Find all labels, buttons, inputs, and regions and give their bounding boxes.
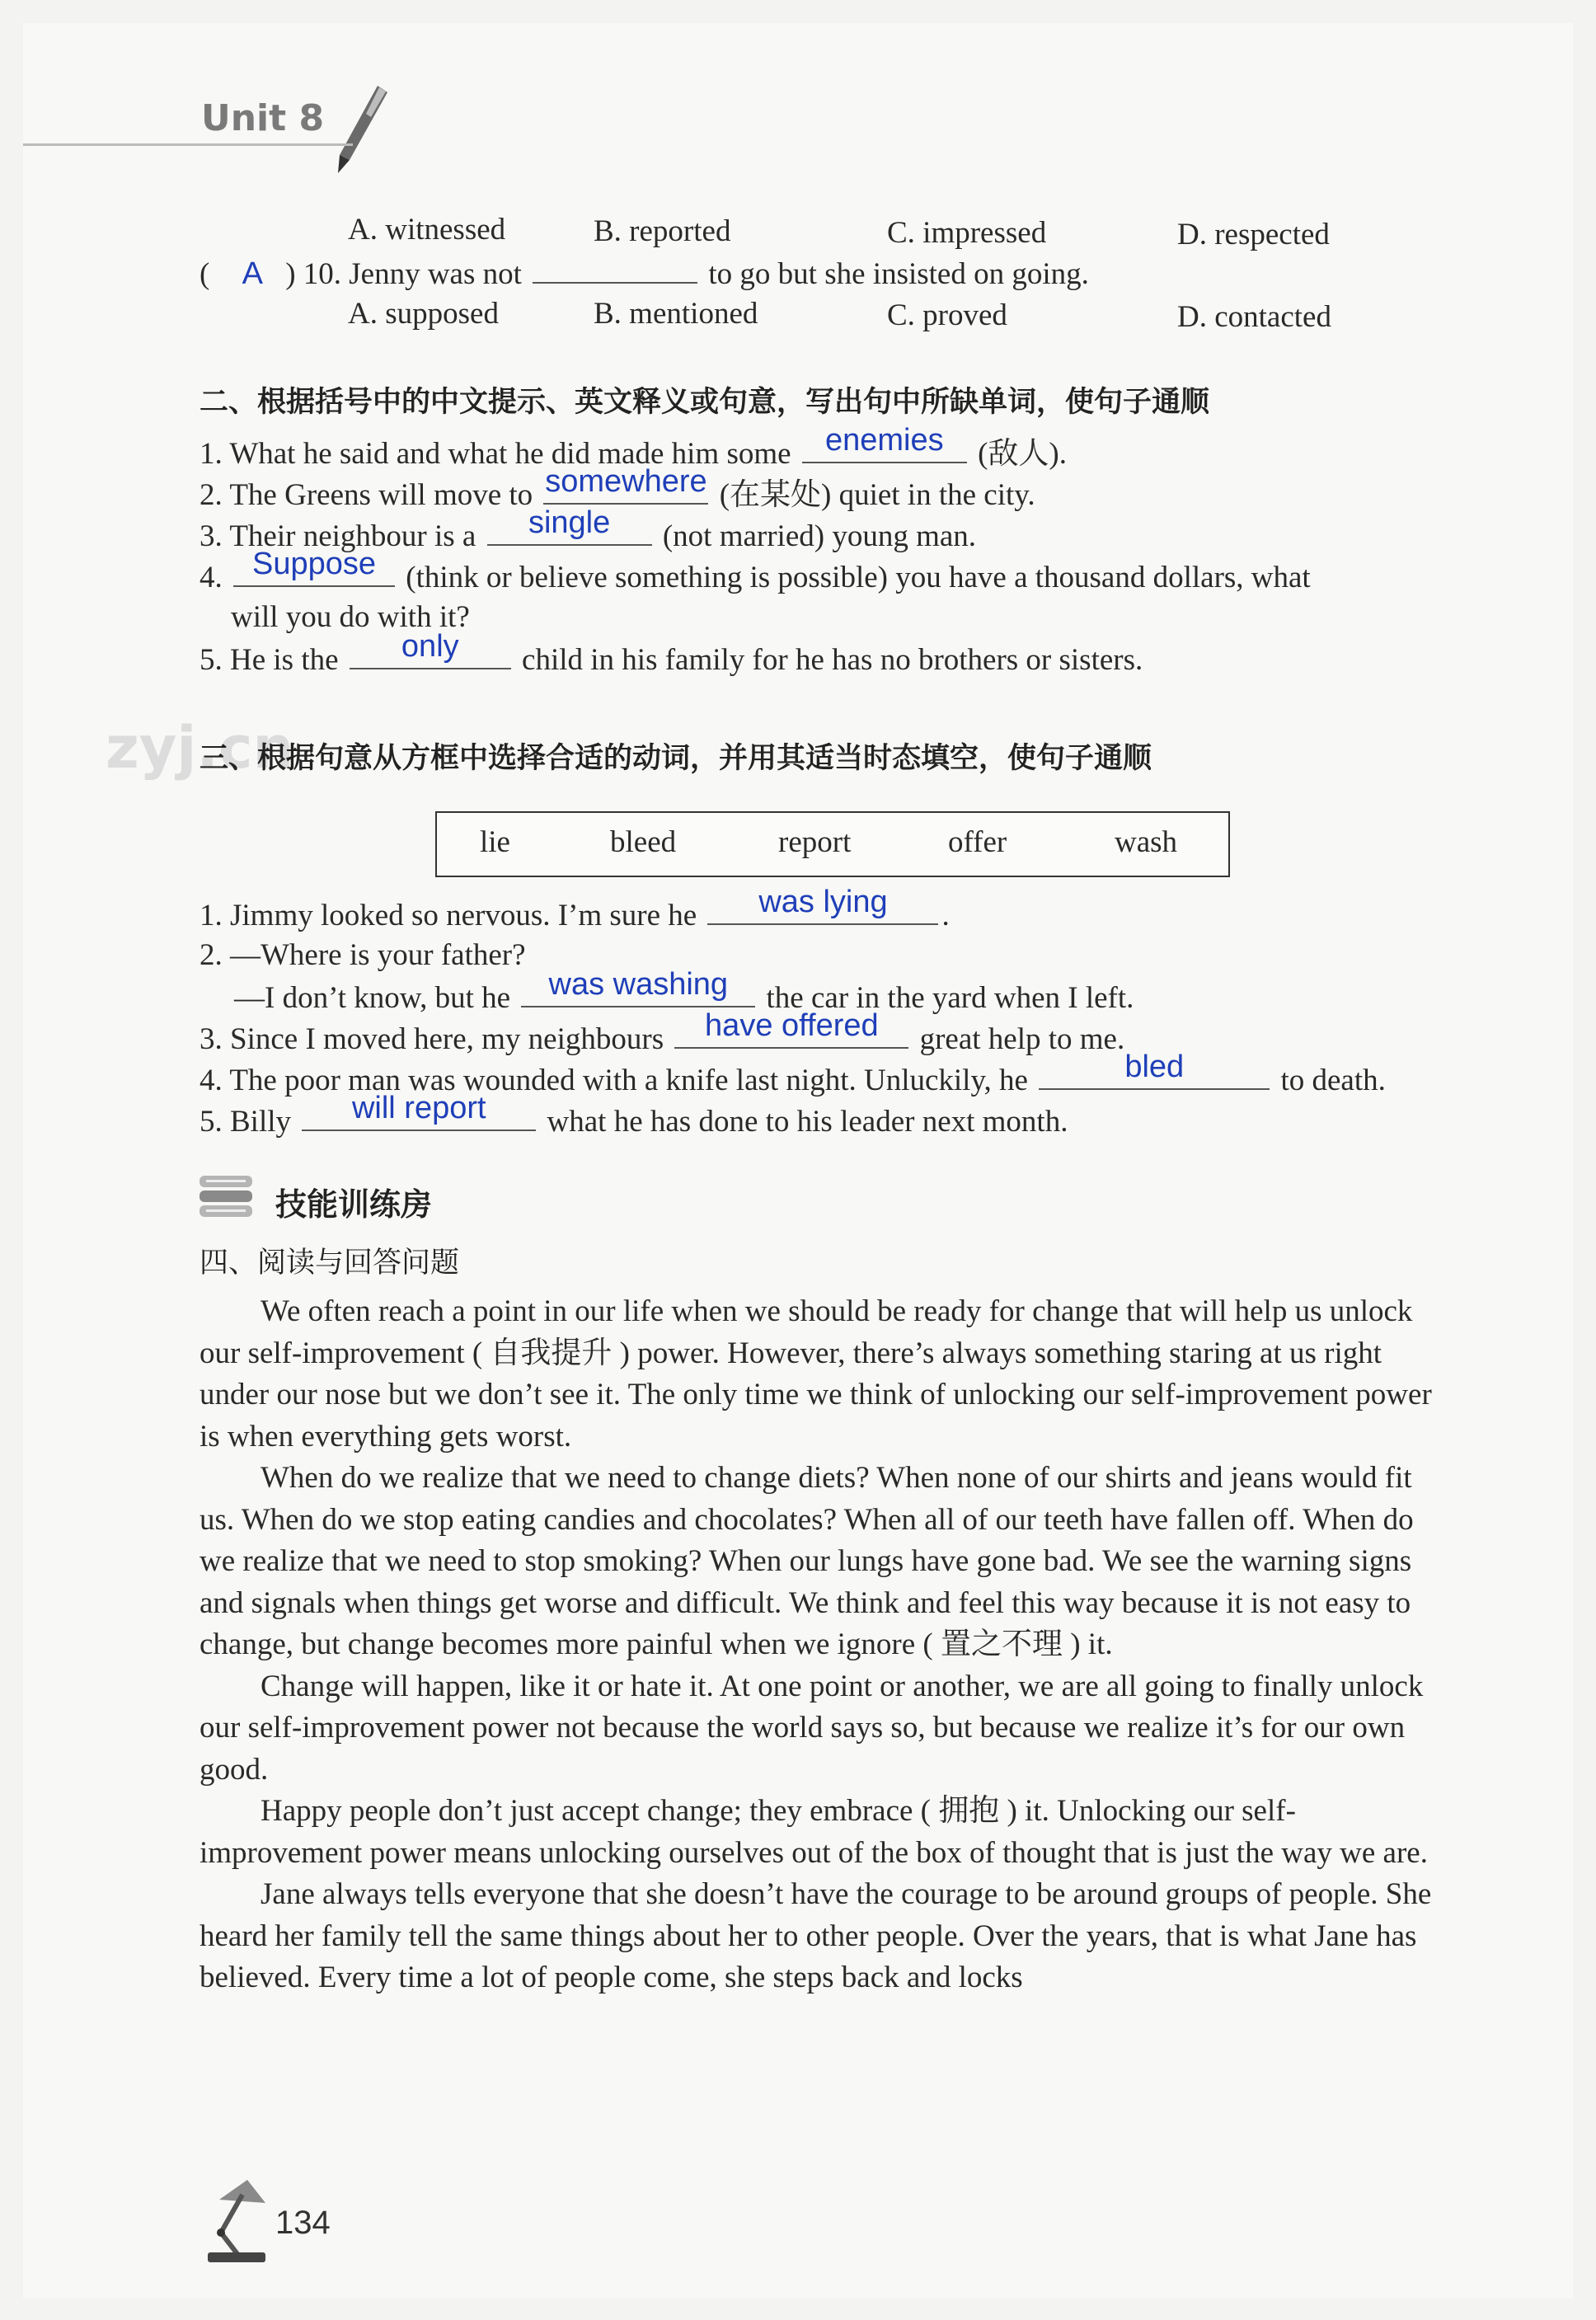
- answer-blank[interactable]: [674, 1008, 908, 1049]
- q10-option-c: C. proved: [887, 298, 1007, 332]
- q10-option-a: A. supposed: [348, 297, 499, 331]
- section3-title: 三、根据句意从方框中选择合适的动词，并用其适当时态填空，使句子通顺: [200, 742, 1152, 775]
- book-stack-icon: [198, 1172, 256, 1220]
- item-text: 5. He is the: [200, 643, 339, 677]
- section2-title: 二、根据括号中的中文提示、英文释义或句意，写出句中所缺单词，使句子通顺: [200, 386, 1210, 419]
- item-text: the car in the yard when I left.: [766, 981, 1134, 1015]
- item-text: 1. What he said and what he did made him some: [200, 437, 791, 471]
- item-text: (think or believe something is possible) you have a thousand dollars, what: [406, 561, 1311, 594]
- header-rule: [23, 143, 353, 146]
- word-box: [435, 811, 1230, 877]
- q10-stem-before: ) 10. Jenny was not: [285, 257, 522, 291]
- pen-icon: [320, 81, 394, 180]
- answer-blank[interactable]: [302, 1091, 536, 1131]
- section4-title: 四、阅读与回答问题: [200, 1247, 460, 1280]
- q9-option-c: C. impressed: [887, 216, 1047, 250]
- answer-text: Suppose: [251, 547, 376, 581]
- q10-open-paren: (: [200, 257, 210, 291]
- item-text: to death.: [1280, 1064, 1386, 1097]
- section2-item-4: [200, 547, 1311, 599]
- desk-lamp-icon: [196, 2175, 287, 2266]
- answer-blank[interactable]: [521, 967, 755, 1007]
- answer-text: was washing: [548, 967, 729, 1002]
- item-text: what he has done to his leader next month.: [547, 1105, 1068, 1139]
- item-text: (not married) young man.: [662, 519, 977, 553]
- item-text: (敌人).: [978, 437, 1067, 471]
- item-text: 2. The Greens will move to: [200, 478, 533, 512]
- word-box-item: bleed: [610, 825, 677, 859]
- word-box-item: lie: [480, 825, 510, 859]
- answer-blank[interactable]: [233, 547, 395, 587]
- answer-blank[interactable]: [487, 505, 652, 546]
- answer-text: enemies: [824, 423, 944, 458]
- word-box-item: report: [778, 825, 852, 859]
- item-text: 3. Since I moved here, my neighbours: [200, 1022, 664, 1056]
- word-box-item: wash: [1115, 825, 1178, 859]
- section3-item-1: [200, 885, 950, 937]
- word-box-item: offer: [948, 825, 1007, 859]
- workbook-page: [23, 23, 1573, 2299]
- page-number: 134: [275, 2205, 331, 2241]
- item-text: child in his family for he has no brothers or sisters.: [522, 643, 1143, 677]
- paragraph: Jane always tells everyone that she doesn’t have the courage to be around groups of people. She heard her family tell the same things about her to other people. Over the years, that is what Jane has believed. Every time a lot of people come, she steps back and locks: [200, 1877, 1432, 1994]
- answer-text: was lying: [758, 885, 888, 919]
- skills-title: 技能训练房: [275, 1186, 433, 1223]
- answer-text: have offered: [705, 1008, 879, 1043]
- item-text: 4.: [200, 561, 223, 594]
- answer-blank[interactable]: [350, 629, 511, 669]
- item-text: (在某处) quiet in the city.: [719, 478, 1035, 512]
- section3-item-2: 2. —Where is your father?: [200, 938, 526, 972]
- answer-blank[interactable]: [1039, 1050, 1270, 1090]
- q9-option-b: B. reported: [594, 214, 731, 248]
- section2-item-4-cont: will you do with it?: [231, 600, 470, 634]
- q10-option-d: D. contacted: [1177, 300, 1331, 334]
- answer-text: bled: [1124, 1050, 1185, 1084]
- unit-title: Unit 8: [201, 97, 325, 139]
- section3-item-5: [200, 1091, 1068, 1143]
- paragraph: We often reach a point in our life when we should be ready for change that will help us unlock our self-improvement ( 自我提升 ) power. However, there’s always something staring at us right under our nose but we don’t see it. The only time we think of unlocking our self-improvement power is when everything gets worst.: [200, 1294, 1432, 1454]
- answer-text: only: [401, 629, 459, 664]
- q10-answer: A: [242, 256, 263, 291]
- q9-option-a: A. witnessed: [348, 213, 506, 247]
- q10-stem-after: to go but she insisted on going.: [708, 257, 1089, 291]
- item-text: 3. Their neighbour is a: [200, 519, 476, 553]
- item-text: —I don’t know, but he: [234, 981, 511, 1015]
- item-text: .: [941, 899, 950, 932]
- answer-blank[interactable]: [707, 885, 938, 925]
- answer-text: single: [528, 505, 611, 540]
- paragraph: Change will happen, like it or hate it. At one point or another, we are all going to finally unlock our self-improvement power not because the world says so, but because we realize it’s for our own good.: [200, 1669, 1424, 1787]
- q10-stem: [200, 252, 1089, 295]
- answer-blank[interactable]: [543, 464, 708, 505]
- answer-text: will report: [351, 1091, 486, 1125]
- item-text: great help to me.: [919, 1022, 1125, 1056]
- section2-item-5: [200, 629, 1143, 681]
- paragraph: When do we realize that we need to change diets? When none of our shirts and jeans would fit us. When do we stop eating candies and chocolates? When all of our teeth have fallen off. When do we realize that we need to stop smoking? When our lungs have gone bad. We see the warning signs and signals when things get worse and difficult. We think and feel this way because it is not easy to change, but change becomes more painful when we ignore ( 置之不理 ) it.: [200, 1461, 1414, 1661]
- section3-item-3: [200, 1008, 1125, 1060]
- item-text: 1. Jimmy looked so nervous. I’m sure he: [200, 899, 697, 932]
- answer-blank[interactable]: [802, 423, 967, 463]
- item-text: 4. The poor man was wounded with a knife last night. Unluckily, he: [200, 1064, 1028, 1097]
- reading-passage: [200, 1291, 1436, 1999]
- q10-blank[interactable]: [533, 252, 697, 284]
- answer-text: somewhere: [545, 464, 707, 499]
- q10-option-b: B. mentioned: [594, 297, 758, 331]
- paragraph: Happy people don’t just accept change; they embrace ( 拥抱 ) it. Unlocking our self-improvement power means unlocking ourselves out of the box of thought that is just the way we are.: [200, 1794, 1428, 1870]
- item-text: 5. Billy: [200, 1105, 292, 1139]
- watermark: zyj.cn: [106, 714, 294, 782]
- q9-option-d: D. respected: [1177, 218, 1330, 251]
